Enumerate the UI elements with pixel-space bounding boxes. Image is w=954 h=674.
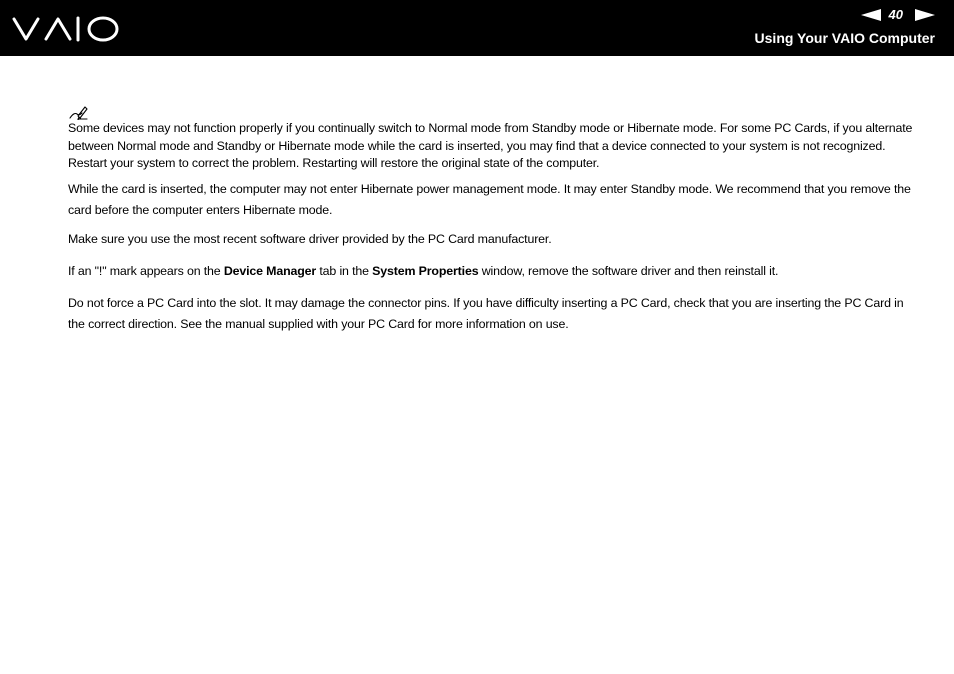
section-title: Using Your VAIO Computer (754, 30, 935, 46)
note-text: Some devices may not function properly if you continually switch to Normal mode from Standby mode or Hibernate mode. For some PC Cards, if you alternate between Normal mode and Standby or Hibernate mode while the card is inserted, you may find that a device connected to your system is not recognized. Restart your system to correct the problem. Restarting will restore the original state of the computer. (68, 121, 913, 170)
paragraph-driver: Make sure you use the most recent software driver provided by the PC Card manufacturer. (68, 231, 552, 246)
right-arrow-icon[interactable] (915, 9, 935, 21)
paragraph-device-manager (68, 261, 914, 282)
text-segment: window, remove the software driver and then reinstall it. (478, 263, 779, 278)
left-arrow-icon[interactable] (861, 9, 881, 21)
system-properties-label: System Properties (372, 263, 479, 278)
text-segment: If an "!" mark appears on the (68, 263, 224, 278)
vaio-logo (12, 14, 122, 44)
device-manager-label: Device Manager (223, 263, 317, 278)
page-navigation (861, 6, 935, 24)
pencil-note-icon (68, 104, 88, 120)
paragraph-insertion: Do not force a PC Card into the slot. It may damage the connector pins. If you have difficulty inserting a PC Card, check that you are inserting the PC Card in the correct direction. See the manual supplied with your PC Card for more information on use. (68, 295, 904, 331)
paragraph-hibernate: While the card is inserted, the computer may not enter Hibernate power management mode. It may enter Standby mode. We recommend that you remove the card before the computer enters Hibernate mode. (68, 181, 911, 217)
text-segment: tab in the (316, 263, 373, 278)
page-number: 40 (888, 7, 903, 22)
main-content (68, 104, 914, 335)
page-header (0, 0, 954, 56)
